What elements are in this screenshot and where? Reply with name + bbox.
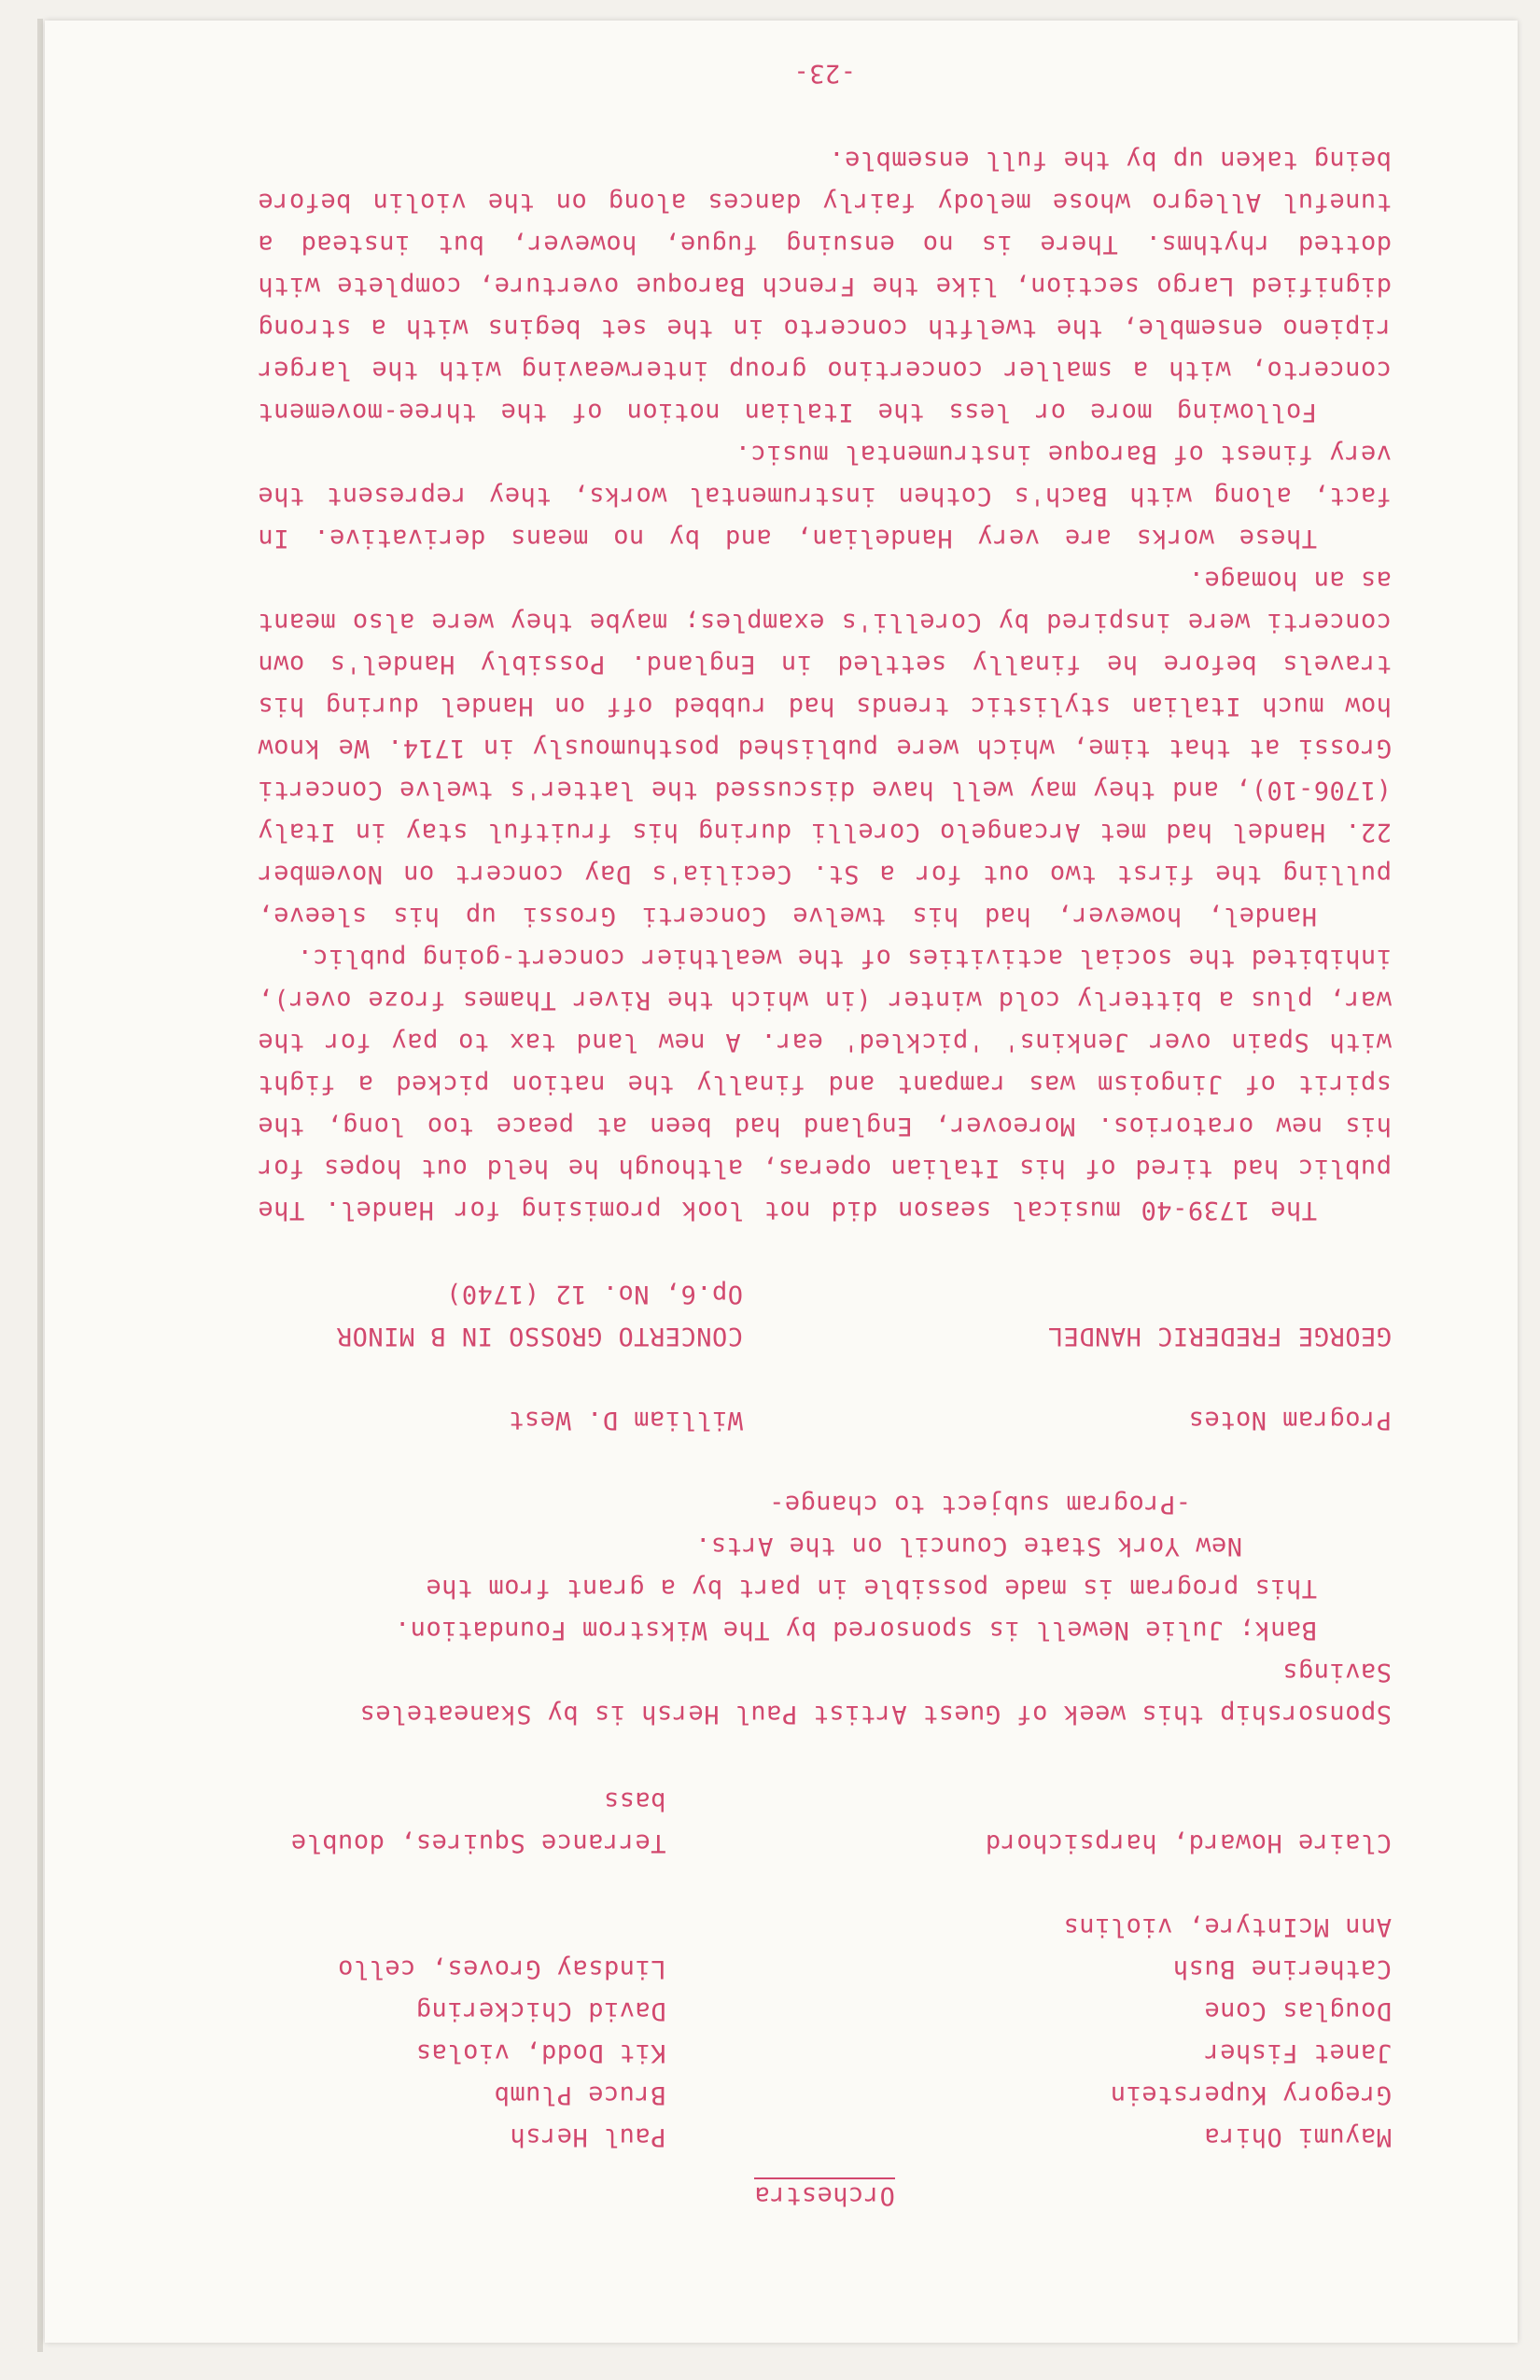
orchestra-heading: Orchestra xyxy=(258,2175,1392,2217)
roster-name: Ann McIntyre, violins xyxy=(1063,1912,1392,1941)
roster-name: Paul Hersh xyxy=(509,2122,666,2151)
roster-name: Janet Fisher xyxy=(1203,2038,1392,2067)
page-content xyxy=(258,52,1392,2217)
roster-name: David Chickering xyxy=(415,1996,666,2025)
roster-left-column xyxy=(825,1906,1393,2158)
notes-author: William D. West xyxy=(508,1406,743,1435)
rotated-sheet xyxy=(45,21,1518,2343)
piece-header xyxy=(258,1315,1392,1357)
notes-paragraph: Handel, however, had his twelve Concerti Grossi up his sleeve, pulling the first two out for a St. Cecilia's Day concert on November 22. Handel had met Arcangelo Corelli during his fruitful stay in Italy (1706-10), and they may well have discussed the latter's twelve Concerti Grossi at that time, which were published posthumously in 1714. We know how much Italian stylistic trends had rubbed off on Handel during his travels before he finally settled in England. Possibly Handel's own concerti were inspired by Corelli's examples; maybe they were also meant as an homage. xyxy=(258,566,1392,931)
sponsorship-line: Bank; Julie Newell is sponsored by The Wikstrom Foundation. xyxy=(394,1616,1317,1645)
roster-name: Gregory Kuperstein xyxy=(1110,2080,1392,2109)
sponsorship-line: Sponsorship this week of Guest Artist Paul Hersh is by Skaneateles Savings xyxy=(359,1658,1392,1729)
piece-opus-row xyxy=(258,1273,1392,1315)
harpsichord-credit: Claire Howard, harpsichord xyxy=(985,1828,1392,1857)
program-change-note: -Program subject to change- xyxy=(768,1490,1191,1519)
roster-name: Douglas Cone xyxy=(1203,1996,1392,2025)
roster-name: Kit Dodd, violas xyxy=(415,2038,666,2067)
page-number: -23- xyxy=(792,59,857,88)
program-notes-header xyxy=(258,1399,1392,1441)
grant-line: This program is made possible in part by a grant from the xyxy=(425,1574,1317,1603)
roster-right-column xyxy=(258,1906,825,2158)
roster-name: Bruce Plumb xyxy=(494,2080,666,2109)
piece-title: CONCERTO GROSSO IN B MINOR xyxy=(336,1322,743,1351)
continuo-row xyxy=(258,1780,1392,1864)
roster-name: Lindsay Groves, cello xyxy=(337,1954,666,1983)
orchestra-roster xyxy=(258,1906,1392,2158)
roster-name: Mayumi Ohira xyxy=(1203,2122,1392,2151)
program-page xyxy=(45,21,1518,2343)
composer-name: GEORGE FREDERIC HANDEL xyxy=(1047,1322,1392,1351)
notes-paragraph: Following more or less the Italian notion of the three-movement concerto, with a smaller concertino group interweaving with the larger ripieno ensemble, the twelfth concerto in the set begins with a strong dignified Largo section, like the French Baroque overture, complete with dotted rhythms. There is no ensuing fugue, however, but instead a tuneful Allegro whose melody fairly dances along on the violin before being taken up by the full ensemble. xyxy=(258,146,1392,427)
piece-opus: Op.6, No. 12 (1740) xyxy=(445,1280,743,1309)
bass-credit: Terrance Squires, double bass xyxy=(290,1786,666,1857)
notes-paragraph: These works are very Handelian, and by no means derivative. In fact, along with Bach's Cothen instrumental works, they represent the very finest of Baroque instrumental music. xyxy=(258,440,1392,553)
program-notes-label: Program Notes xyxy=(1188,1406,1392,1435)
page-shadow-edge xyxy=(37,19,43,2352)
notes-paragraph: The 1739-40 musical season did not look promising for Handel. The public had tired of his Italian operas, although he held out hopes for his new oratorios. Moreover, England had been at peace too long, the spirit of Jingoism was rampant and finally the nation picked a fight with Spain over Jenkins' 'pickled' ear. A new land tax to pay for the war, plus a bitterly cold winter (in which the River Thames froze over), inhibited the social activities of the wealthier concert-going public. xyxy=(258,944,1392,1225)
roster-name: Catherine Bush xyxy=(1172,1954,1392,1983)
grant-line: New York State Council on the Arts. xyxy=(694,1532,1242,1561)
